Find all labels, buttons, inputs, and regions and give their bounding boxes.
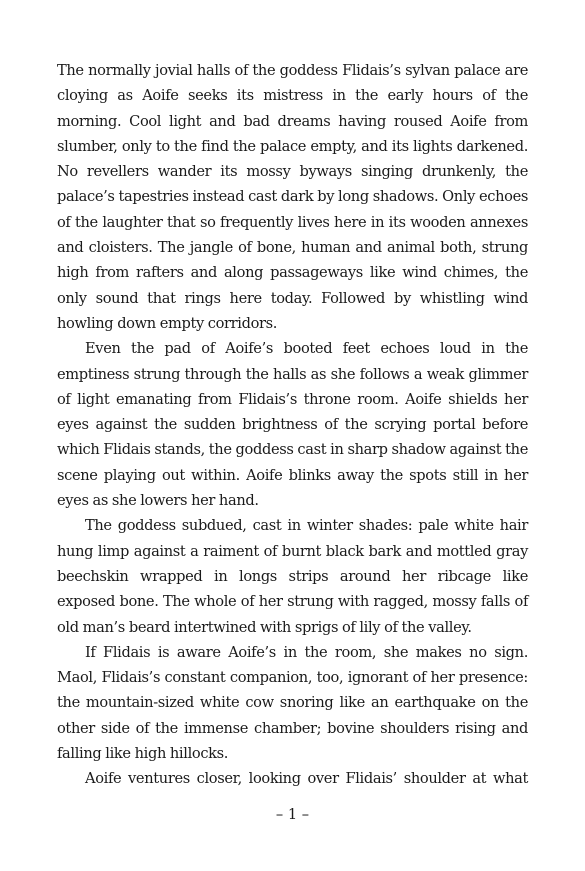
paragraph-1: The normally jovial halls of the goddess Flidais’s sylvan palace are cloying as Aoife seeks its mistress in the early hours of the morning. Cool light and bad dreams having roused Aoife from slumber, only to the find the palace empty, and its lights darkened. No revellers wander its mossy byways singing drunkenly, the palace’s tapestries instead cast dark by long shadows. Only echoes of the laughter that so frequently lives here in its wooden annexes and cloisters. The jangle of bone, human and animal both, strung high from rafters and along passageways like wind chimes, the only sound that rings here today. Followed by whistling wind howling down empty corridors. [57,62,528,332]
paragraph-3: The goddess subdued, cast in winter shades: pale white hair hung limp against a raiment of burnt black bark and mottled gray beechskin wrapped in longs strips around her ribcage like exposed bone. The whole of her strung with ragged, mossy falls of old man’s beard intertwined with sprigs of lily of the valley. [57,517,528,636]
page-number: – 1 – [275,806,310,823]
paragraph-2: Even the pad of Aoife’s booted feet echoes loud in the emptiness strung through the halls as she follows a weak glimmer of light emanating from Flidais’s throne room. Aoife shields her eyes against the sudden brightness of the scrying portal before which Flidais stands, the goddess cast in sharp shadow against the scene playing out within. Aoife blinks away the spots still in her eyes as she lowers her hand. [57,340,528,510]
paragraph-5: Aoife ventures closer, looking over Flidais’ shoulder at what [85,770,528,788]
paragraph-4: If Flidais is aware Aoife’s in the room, she makes no sign. Maol, Flidais’s constant companion, too, ignorant of her presence: the mountain-sized white cow snoring like an earthquake on the other side of the immense chamber; bovine shoulders rising and falling like high hillocks. [57,643,528,763]
page-body [57,58,528,792]
